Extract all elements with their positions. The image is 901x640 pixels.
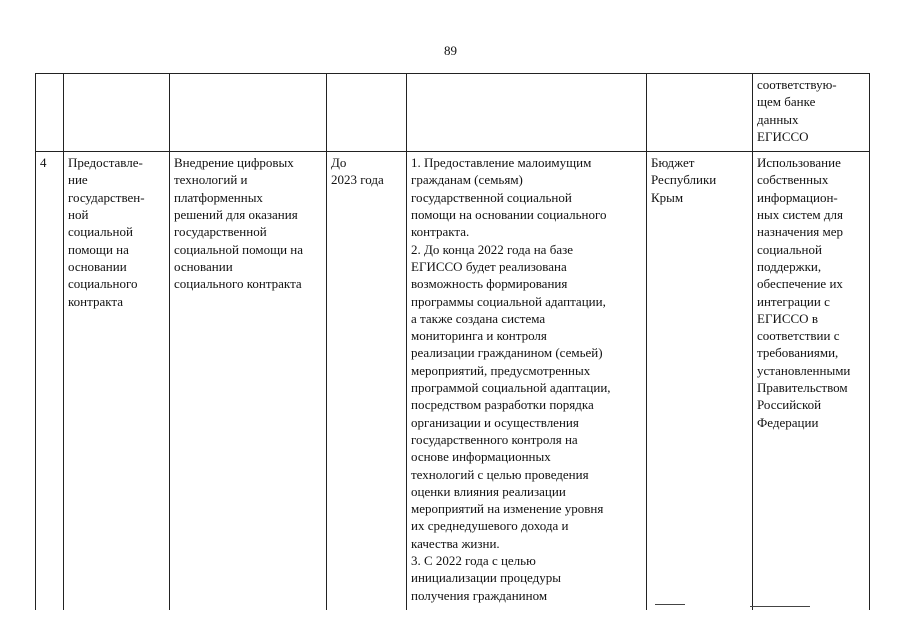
page-number: 89 — [444, 43, 457, 58]
cell-deadline: До 2023 года — [327, 152, 407, 610]
cell-description — [407, 74, 647, 152]
cell-number: 4 — [36, 152, 64, 610]
cell-description: 1. Предоставление малоимущим гражданам (семьям) государственной социальной помощи на основании социального контракта. 2. До конца 2022 года на базе ЕГИССО будет реализована возможность формирования программы социальной адаптации, а также создана система мониторинга и контроля реализации гражданином (семьей) мероприятий, предусмотренных программой социальной адаптации, посредством разработки порядка организации и осуществления государственного контроля на основе информационных технологий с целью проведения оценки влияния реализации мероприятий на изменение уровня их среднедушевого дохода и качества жизни. 3. С 2022 года с целью инициализации процедуры получения гражданином — [407, 152, 647, 610]
scan-artifact — [750, 606, 810, 607]
program-table — [35, 73, 870, 610]
cell-deadline — [327, 74, 407, 152]
cell-funding — [647, 74, 753, 152]
cell-measure: Предоставле- ние государствен- ной социальной помощи на основании социального контракта — [64, 152, 170, 610]
cell-action: Внедрение цифровых технологий и платформенных решений для оказания государственной социальной помощи на основании социального контракта — [170, 152, 327, 610]
cell-funding: Бюджет Республики Крым — [647, 152, 753, 610]
cell-notes: соответствую- щем банке данных ЕГИССО — [753, 74, 870, 152]
cell-notes: Использование собственных информацион- ных систем для назначения мер социальной поддержки, обеспечение их интеграции с ЕГИССО в соответствии с требованиями, установленными Правительством Российской Федерации — [753, 152, 870, 610]
cell-number — [36, 74, 64, 152]
table-row — [36, 74, 870, 152]
cell-measure — [64, 74, 170, 152]
table-row — [36, 152, 870, 610]
scan-artifact — [655, 604, 685, 605]
cell-action — [170, 74, 327, 152]
